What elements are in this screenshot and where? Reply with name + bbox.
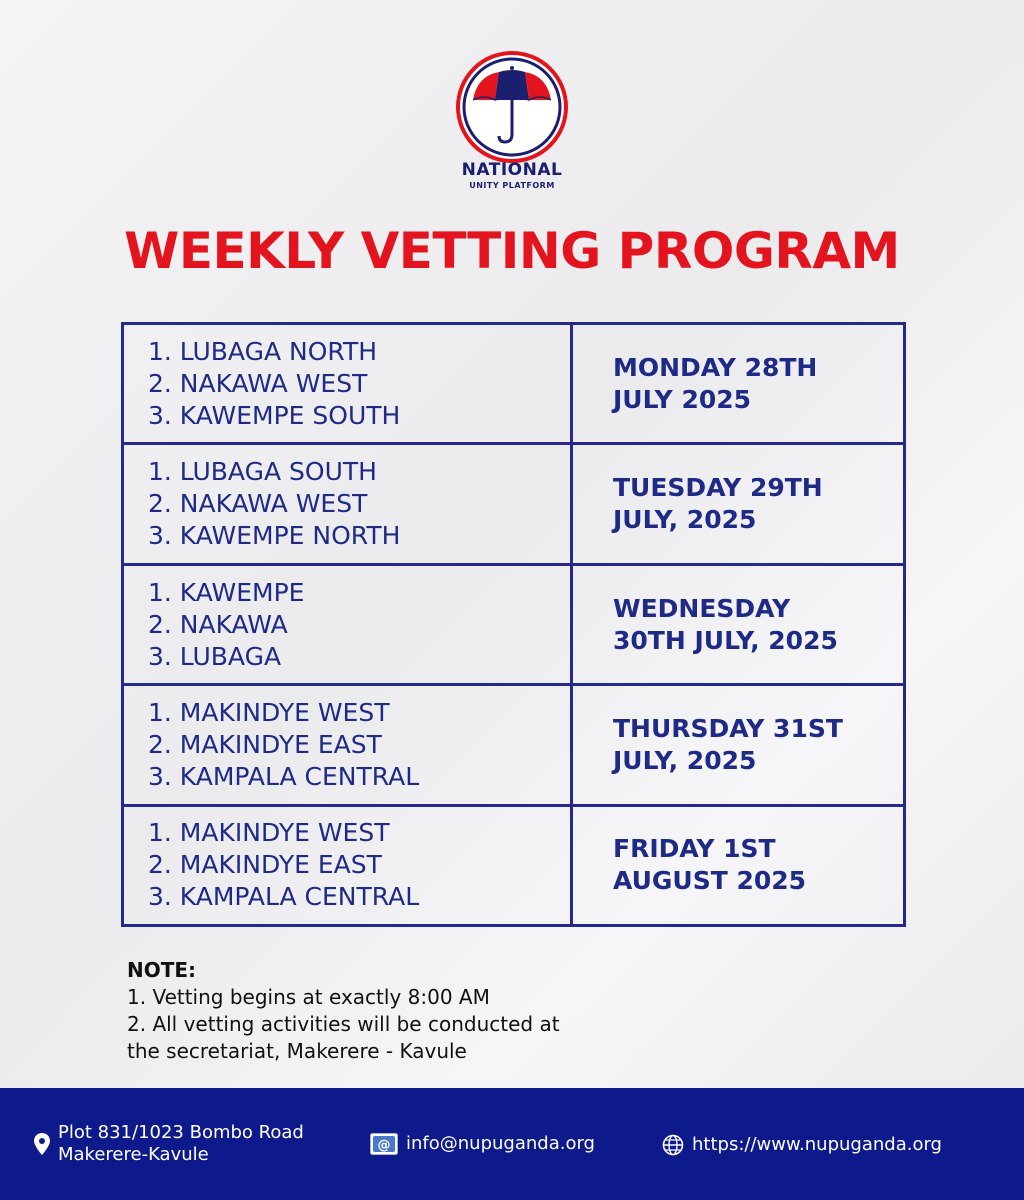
areas-cell bbox=[124, 807, 573, 924]
area-item: 3. KAWEMPE NORTH bbox=[148, 521, 401, 551]
date-line: JULY 2025 bbox=[613, 384, 752, 414]
footer-website[interactable] bbox=[662, 1134, 942, 1156]
date-line: THURSDAY 31ST bbox=[613, 713, 843, 743]
date-line: TUESDAY 29TH bbox=[613, 473, 823, 503]
area-item: 2. NAKAWA bbox=[148, 609, 288, 639]
note-line: 1. Vetting begins at exactly 8:00 AM bbox=[127, 985, 490, 1009]
area-item: 3. KAMPALA CENTRAL bbox=[148, 761, 420, 791]
area-item: 2. NAKAWA WEST bbox=[148, 368, 368, 398]
logo-text-national: NATIONAL bbox=[461, 160, 563, 180]
email-icon bbox=[370, 1133, 398, 1155]
schedule-row bbox=[124, 566, 903, 686]
schedule-row bbox=[124, 325, 903, 445]
areas-cell bbox=[124, 325, 573, 442]
date-cell bbox=[573, 445, 903, 562]
location-pin-icon bbox=[34, 1133, 50, 1155]
page-title: WEEKLY VETTING PROGRAM bbox=[124, 222, 900, 280]
note-line: 2. All vetting activities will be conducted at bbox=[127, 1012, 560, 1036]
area-item: 3. KAMPALA CENTRAL bbox=[148, 882, 420, 912]
area-item: 2. NAKAWA WEST bbox=[148, 489, 368, 519]
schedule-row bbox=[124, 686, 903, 806]
date-cell bbox=[573, 325, 903, 442]
nup-umbrella-logo bbox=[455, 50, 569, 164]
date-line: AUGUST 2025 bbox=[613, 866, 807, 896]
email-link[interactable]: info@nupuganda.org bbox=[406, 1133, 595, 1154]
areas-cell bbox=[124, 566, 573, 683]
schedule-row bbox=[124, 807, 903, 924]
area-item: 1. MAKINDYE WEST bbox=[148, 697, 390, 727]
note-title: NOTE: bbox=[127, 958, 197, 982]
schedule-row bbox=[124, 445, 903, 565]
date-line: MONDAY 28TH bbox=[613, 352, 818, 382]
globe-icon bbox=[662, 1134, 684, 1156]
areas-cell bbox=[124, 686, 573, 803]
footer-bar bbox=[0, 1088, 1024, 1200]
area-item: 1. MAKINDYE WEST bbox=[148, 818, 390, 848]
website-link[interactable]: https://www.nupuganda.org bbox=[692, 1134, 942, 1155]
note-line: the secretariat, Makerere - Kavule bbox=[127, 1039, 467, 1063]
footer-address bbox=[34, 1122, 304, 1166]
address-line: Makerere-Kavule bbox=[58, 1144, 209, 1165]
logo-text-unity-platform: UNITY PLATFORM bbox=[469, 181, 555, 190]
area-item: 3. LUBAGA bbox=[148, 641, 282, 671]
areas-cell bbox=[124, 445, 573, 562]
date-line: JULY, 2025 bbox=[613, 505, 757, 535]
area-item: 3. KAWEMPE SOUTH bbox=[148, 400, 401, 430]
area-item: 1. LUBAGA NORTH bbox=[148, 336, 378, 366]
date-line: 30TH JULY, 2025 bbox=[613, 625, 838, 655]
note-section bbox=[127, 956, 727, 1065]
date-cell bbox=[573, 807, 903, 924]
date-line: WEDNESDAY bbox=[613, 593, 791, 623]
area-item: 2. MAKINDYE EAST bbox=[148, 850, 382, 880]
address-line: Plot 831/1023 Bombo Road bbox=[58, 1122, 304, 1143]
date-cell bbox=[573, 686, 903, 803]
vetting-schedule-table bbox=[121, 322, 906, 927]
date-line: JULY, 2025 bbox=[613, 745, 757, 775]
svg-text:@: @ bbox=[377, 1138, 391, 1153]
footer-email[interactable] bbox=[370, 1133, 595, 1155]
area-item: 1. LUBAGA SOUTH bbox=[148, 457, 377, 487]
date-cell bbox=[573, 566, 903, 683]
date-line: FRIDAY 1ST bbox=[613, 834, 776, 864]
area-item: 1. KAWEMPE bbox=[148, 577, 305, 607]
area-item: 2. MAKINDYE EAST bbox=[148, 729, 382, 759]
